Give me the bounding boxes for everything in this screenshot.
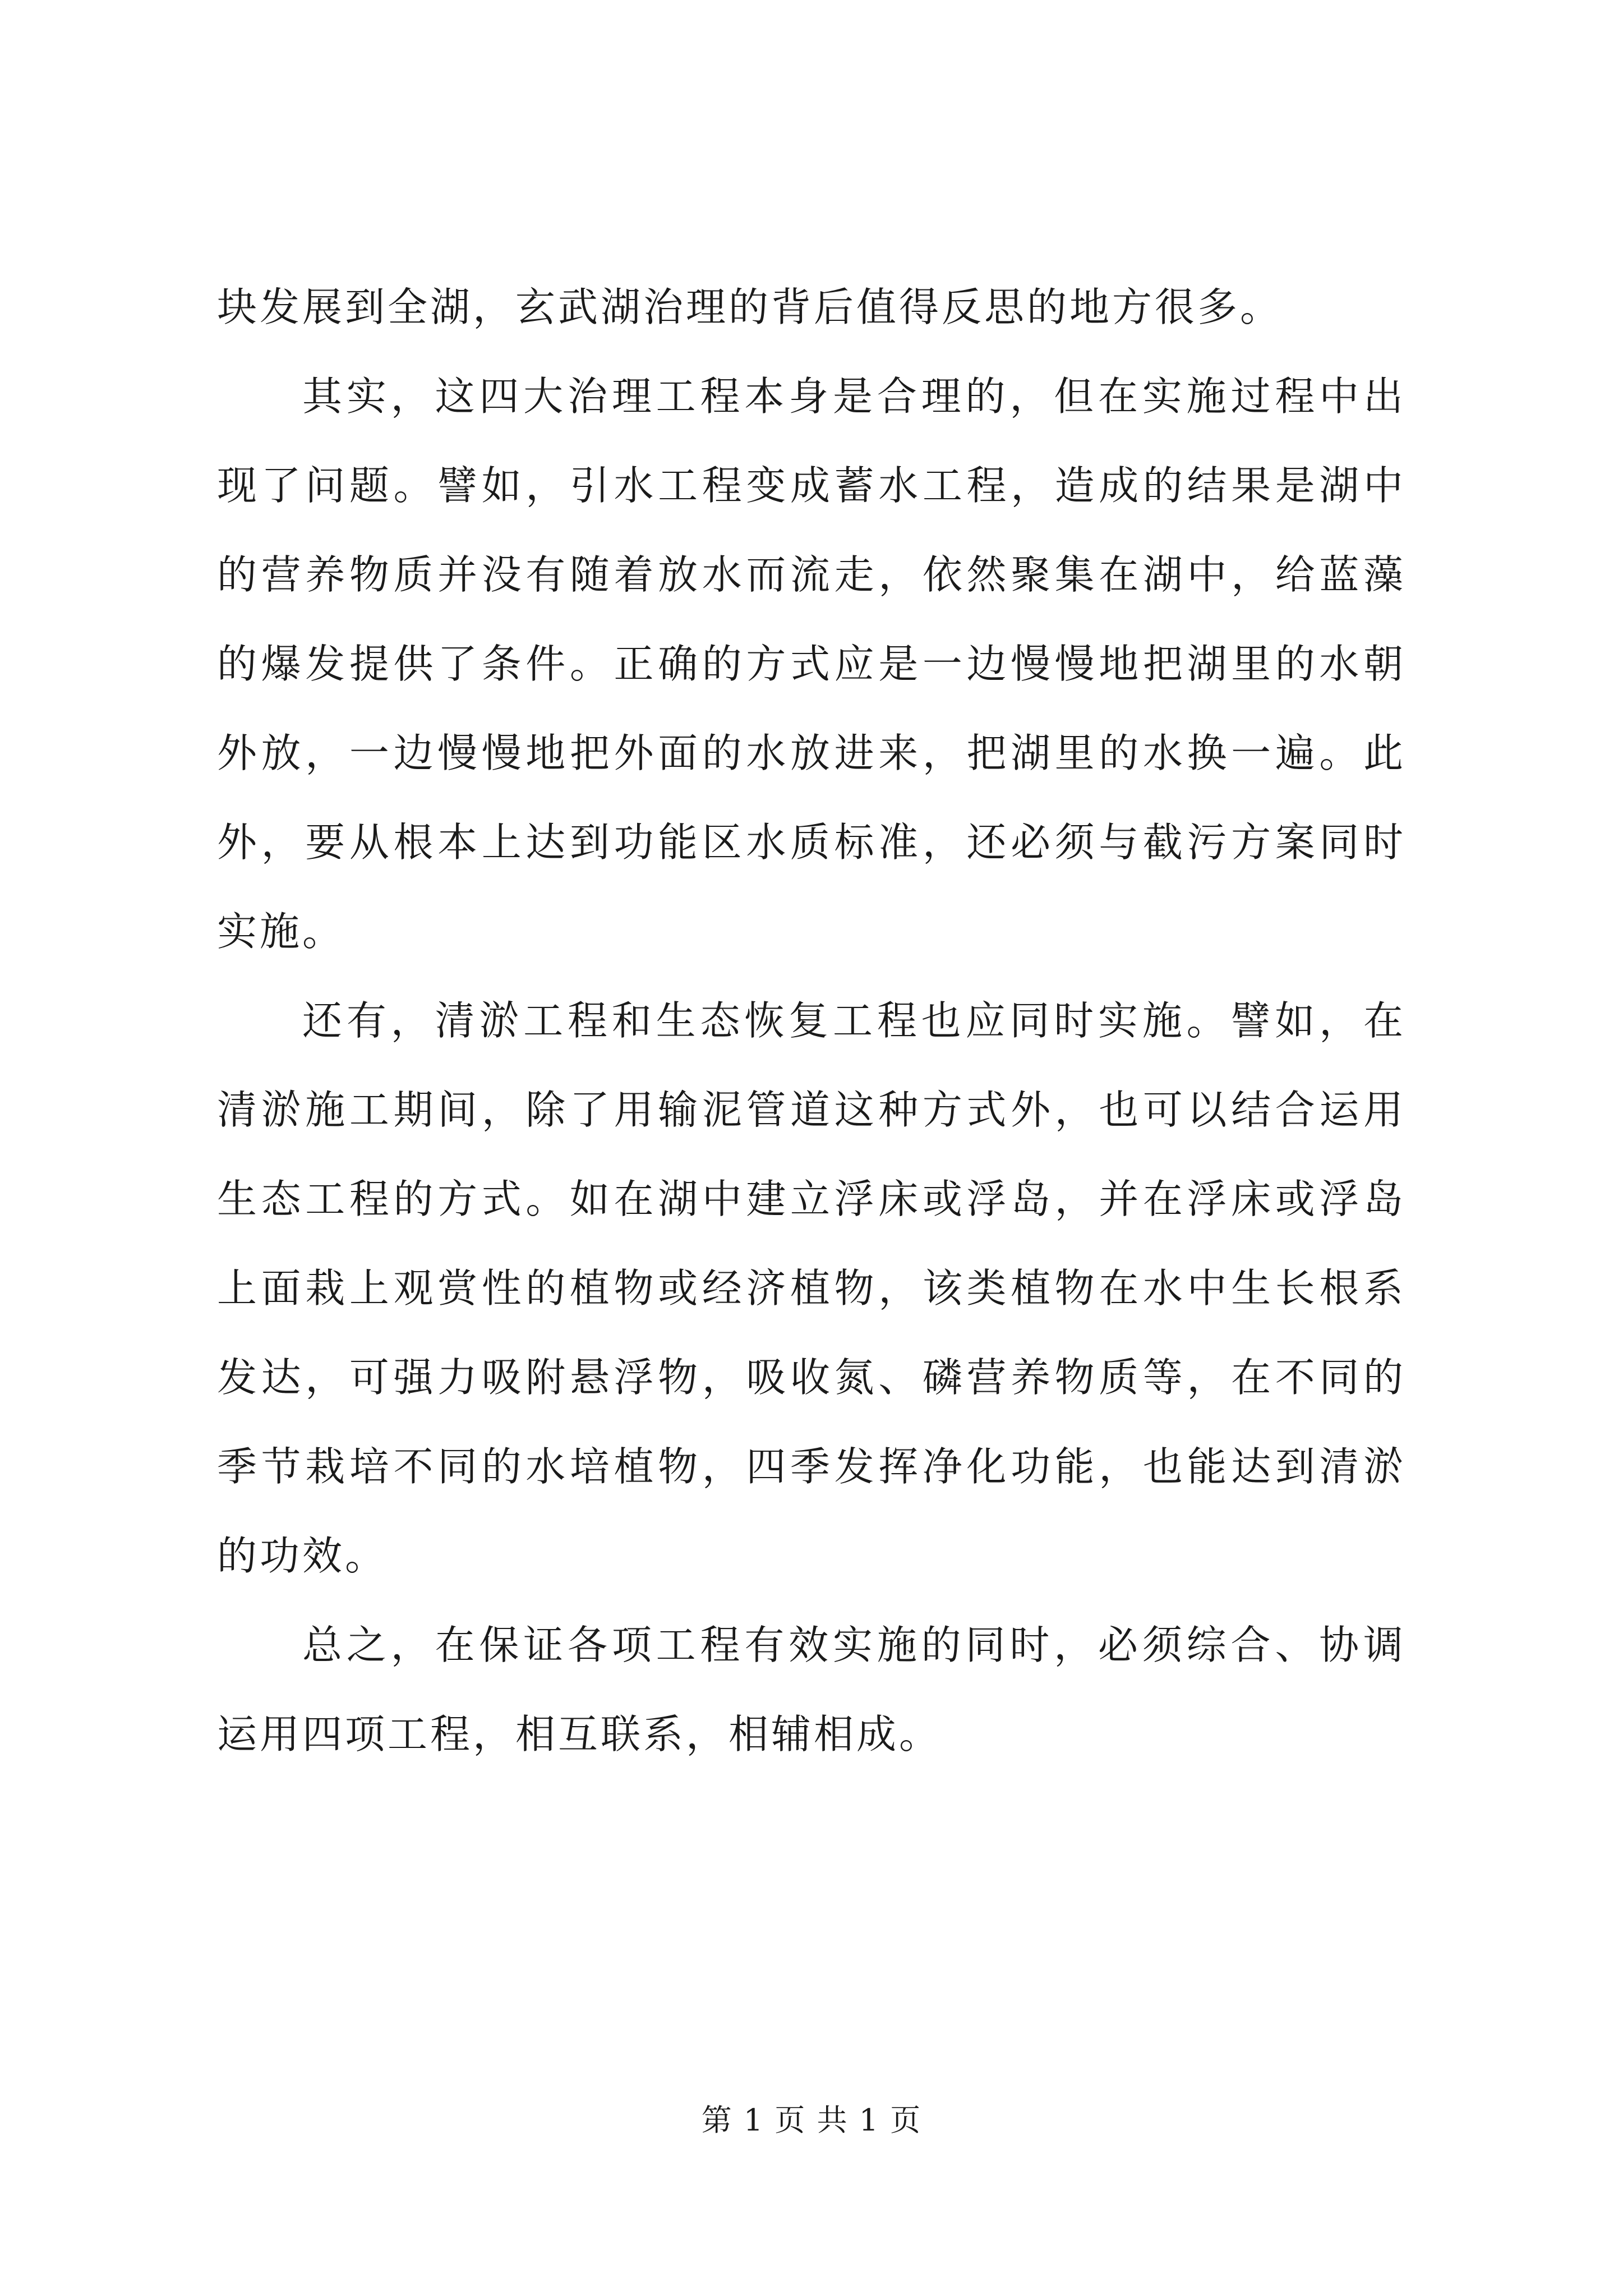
- page-number-footer: 第 1 页 共 1 页: [701, 2102, 922, 2138]
- paragraph-dredging: 还有，清淤工程和生态恢复工程也应同时实施。譬如，在清淤施工期间，除了用输泥管道这种方式外，也可以结合运用生态工程的方式。如在湖中建立浮床或浮岛，并在浮床或浮岛上面栽上观赏性的植物或经济植物，该类植物在水中生长根系发达，可强力吸附悬浮物，吸收氮、磷营养物质等，在不同的季节栽培不同的水培植物，四季发挥净化功能，也能达到清淤的功效。: [217, 997, 1406, 1579]
- paragraph-analysis: 其实，这四大治理工程本身是合理的，但在实施过程中出现了问题。譬如，引水工程变成蓄水工程，造成的结果是湖中的营养物质并没有随着放水而流走，依然聚集在湖中，给蓝藻的爆发提供了条件。正确的方式应是一边慢慢地把湖里的水朝外放，一边慢慢地把外面的水放进来，把湖里的水换一遍。此外，要从根本上达到功能区水质标准，还必须与截污方案同时实施。: [217, 373, 1406, 955]
- paragraph-conclusion: 总之，在保证各项工程有效实施的同时，必须综合、协调运用四项工程，相互联系，相辅相成。: [217, 1622, 1406, 1757]
- paragraph-continuation: 块发展到全湖，玄武湖治理的背后值得反思的地方很多。: [217, 284, 1283, 330]
- document-body: [217, 263, 1406, 1779]
